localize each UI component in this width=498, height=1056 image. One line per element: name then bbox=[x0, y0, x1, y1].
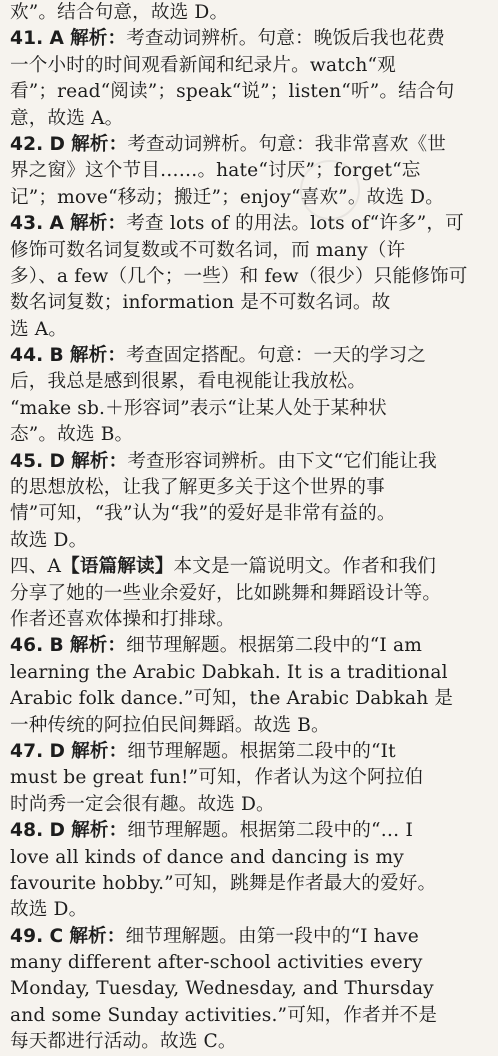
answer-letter: D bbox=[49, 450, 66, 472]
question-line bbox=[10, 211, 490, 237]
line-text: 细节理解题。根据第二段中的“It bbox=[127, 740, 396, 762]
question-line bbox=[10, 132, 490, 158]
line-text: 细节理解题。根据第二段中的“I am bbox=[126, 635, 422, 657]
line-text: 考查 lots of 的用法。lots of“许多”，可 bbox=[126, 213, 464, 235]
line-text: 界之窗》这个节目……。hate“讨厌”；forget“忘 bbox=[10, 160, 421, 182]
continuation-line bbox=[10, 660, 490, 686]
question-line bbox=[10, 818, 490, 844]
analysis-tag: 解析： bbox=[71, 450, 128, 472]
continuation-line bbox=[10, 185, 490, 211]
continuation-line bbox=[10, 950, 490, 976]
question-number: 48. bbox=[10, 820, 44, 842]
answer-letter: B bbox=[49, 345, 64, 367]
line-text: 多）、a few（几个；一些）和 few（很少）只能修饰可 bbox=[10, 265, 468, 287]
answer-text bbox=[10, 0, 490, 1056]
continuation-line bbox=[10, 396, 490, 422]
question-number: 47. bbox=[10, 740, 44, 762]
line-text: many different after-school activities every bbox=[10, 952, 423, 974]
line-text: 意，故选 A。 bbox=[10, 107, 124, 129]
watermark-seal bbox=[300, 160, 360, 220]
question-line bbox=[10, 449, 490, 475]
question-number: 41. bbox=[10, 28, 44, 50]
continuation-line bbox=[10, 79, 490, 105]
line-text: and some Sunday activities.”可知，作者并不是 bbox=[10, 1004, 438, 1026]
analysis-tag: 解析： bbox=[69, 635, 127, 657]
line-text: 数名词复数；information 是不可数名词。故 bbox=[10, 292, 391, 314]
line-text: 情”可知，“我”认为“我”的爱好是非常有益的。 bbox=[10, 503, 396, 525]
line-text: 修饰可数名词复数或不可数名词，而 many（许 bbox=[10, 239, 406, 261]
line-text: 故选 D。 bbox=[10, 529, 88, 551]
question-number: 44. bbox=[10, 345, 44, 367]
line-text: 时尚秀一定会很有趣。故选 D。 bbox=[10, 793, 275, 815]
continuation-line bbox=[10, 713, 490, 739]
analysis-tag: 解析： bbox=[69, 345, 127, 367]
line-text: 每天都进行活动。故选 C。 bbox=[10, 1031, 237, 1053]
question-number: 43. bbox=[10, 213, 44, 235]
continuation-line bbox=[10, 290, 490, 316]
line-text: 分享了她的一些业余爱好，比如跳舞和舞蹈设计等。 bbox=[10, 582, 442, 604]
continuation-line bbox=[10, 686, 490, 712]
passage-tag: 【语篇解读】 bbox=[61, 556, 174, 578]
answer-letter: A bbox=[49, 213, 64, 235]
analysis-tag: 解析： bbox=[70, 28, 127, 50]
line-text: 选 A。 bbox=[10, 318, 68, 340]
line-text: 考查动词辨析。句意：我非常喜欢《世 bbox=[127, 133, 446, 155]
continuation-line bbox=[10, 422, 490, 448]
continuation-line bbox=[10, 976, 490, 1002]
question-line bbox=[10, 26, 490, 52]
continuation-line bbox=[10, 317, 490, 343]
answer-letter: D bbox=[49, 740, 66, 762]
continuation-line bbox=[10, 475, 490, 501]
line-text: 一个小时的时间观看新闻和纪录片。watch“观 bbox=[10, 54, 396, 76]
question-number: 45. bbox=[10, 450, 44, 472]
continuation-line bbox=[10, 1003, 490, 1029]
answer-letter: B bbox=[49, 635, 64, 657]
analysis-tag: 解析： bbox=[71, 740, 128, 762]
line-text: 考查形容词辨析。由下文“它们能让我 bbox=[127, 450, 437, 472]
line-text: “make sb.＋形容词”表示“让某人处于某种状 bbox=[10, 397, 387, 419]
question-line bbox=[10, 739, 490, 765]
continuation-line bbox=[10, 501, 490, 527]
answer-letter: A bbox=[49, 28, 64, 50]
line-text: 后，我总是感到很累，看电视能让我放松。 bbox=[10, 371, 367, 393]
continuation-line bbox=[10, 897, 490, 923]
line-text: 考查动词辨析。句意：晚饭后我也花费 bbox=[126, 28, 445, 50]
answer-letter: D bbox=[49, 820, 66, 842]
line-text: Arabic folk dance.”可知，the Arabic Dabkah 是 bbox=[10, 688, 454, 710]
analysis-tag: 解析： bbox=[70, 213, 127, 235]
line-text: 细节理解题。由第一段中的“I have bbox=[125, 925, 419, 947]
continuation-line bbox=[10, 1029, 490, 1055]
question-number: 46. bbox=[10, 635, 44, 657]
continuation-line bbox=[10, 53, 490, 79]
question-line bbox=[10, 554, 490, 580]
continuation-line bbox=[10, 871, 490, 897]
continuation-line bbox=[10, 845, 490, 871]
continuation-line bbox=[10, 528, 490, 554]
analysis-tag: 解析： bbox=[71, 133, 128, 155]
line-text: 作者还喜欢体操和打排球。 bbox=[10, 608, 235, 630]
line-text: 细节理解题。根据第二段中的“… I bbox=[127, 820, 413, 842]
line-text: 态”。故选 B。 bbox=[10, 424, 134, 446]
line-text: 本文是一篇说明文。作者和我们 bbox=[173, 556, 436, 578]
line-text: 考查固定搭配。句意：一天的学习之 bbox=[126, 345, 426, 367]
line-text: 欢”。结合句意，故选 D。 bbox=[10, 2, 229, 23]
continuation-line bbox=[10, 581, 490, 607]
analysis-tag: 解析： bbox=[69, 925, 126, 947]
line-text: 故选 D。 bbox=[10, 899, 88, 921]
line-text: favourite hobby.”可知，跳舞是作者最大的爱好。 bbox=[10, 872, 437, 894]
question-number: 49. bbox=[10, 925, 44, 947]
continuation-line bbox=[10, 238, 490, 264]
line-text: 一种传统的阿拉伯民间舞蹈。故选 B。 bbox=[10, 714, 330, 736]
continuation-line bbox=[10, 765, 490, 791]
continuation-line bbox=[10, 792, 490, 818]
line-text: 看”；read“阅读”；speak“说”；listen“听”。结合句 bbox=[10, 81, 455, 103]
continuation-line bbox=[10, 607, 490, 633]
line-text: 记”；move“移动；搬迁”；enjoy“喜欢”。故选 D。 bbox=[10, 186, 444, 208]
continuation-line bbox=[10, 369, 490, 395]
question-line bbox=[10, 924, 490, 950]
continuation-line bbox=[10, 0, 490, 26]
continuation-line bbox=[10, 106, 490, 132]
question-number: 42. bbox=[10, 133, 44, 155]
answer-letter: C bbox=[49, 925, 64, 947]
line-text: love all kinds of dance and dancing is my bbox=[10, 846, 404, 868]
section-number: 四、A bbox=[10, 556, 62, 578]
answer-letter: D bbox=[49, 133, 66, 155]
analysis-tag: 解析： bbox=[71, 820, 128, 842]
line-text: Monday, Tuesday, Wednesday, and Thursday bbox=[10, 978, 434, 1000]
question-line bbox=[10, 343, 490, 369]
continuation-line bbox=[10, 264, 490, 290]
continuation-line bbox=[10, 158, 490, 184]
line-text: learning the Arabic Dabkah. It is a traditional bbox=[10, 661, 448, 683]
question-line bbox=[10, 633, 490, 659]
line-text: 的思想放松，让我了解更多关于这个世界的事 bbox=[10, 477, 385, 499]
line-text: must be great fun!”可知，作者认为这个阿拉伯 bbox=[10, 767, 424, 789]
